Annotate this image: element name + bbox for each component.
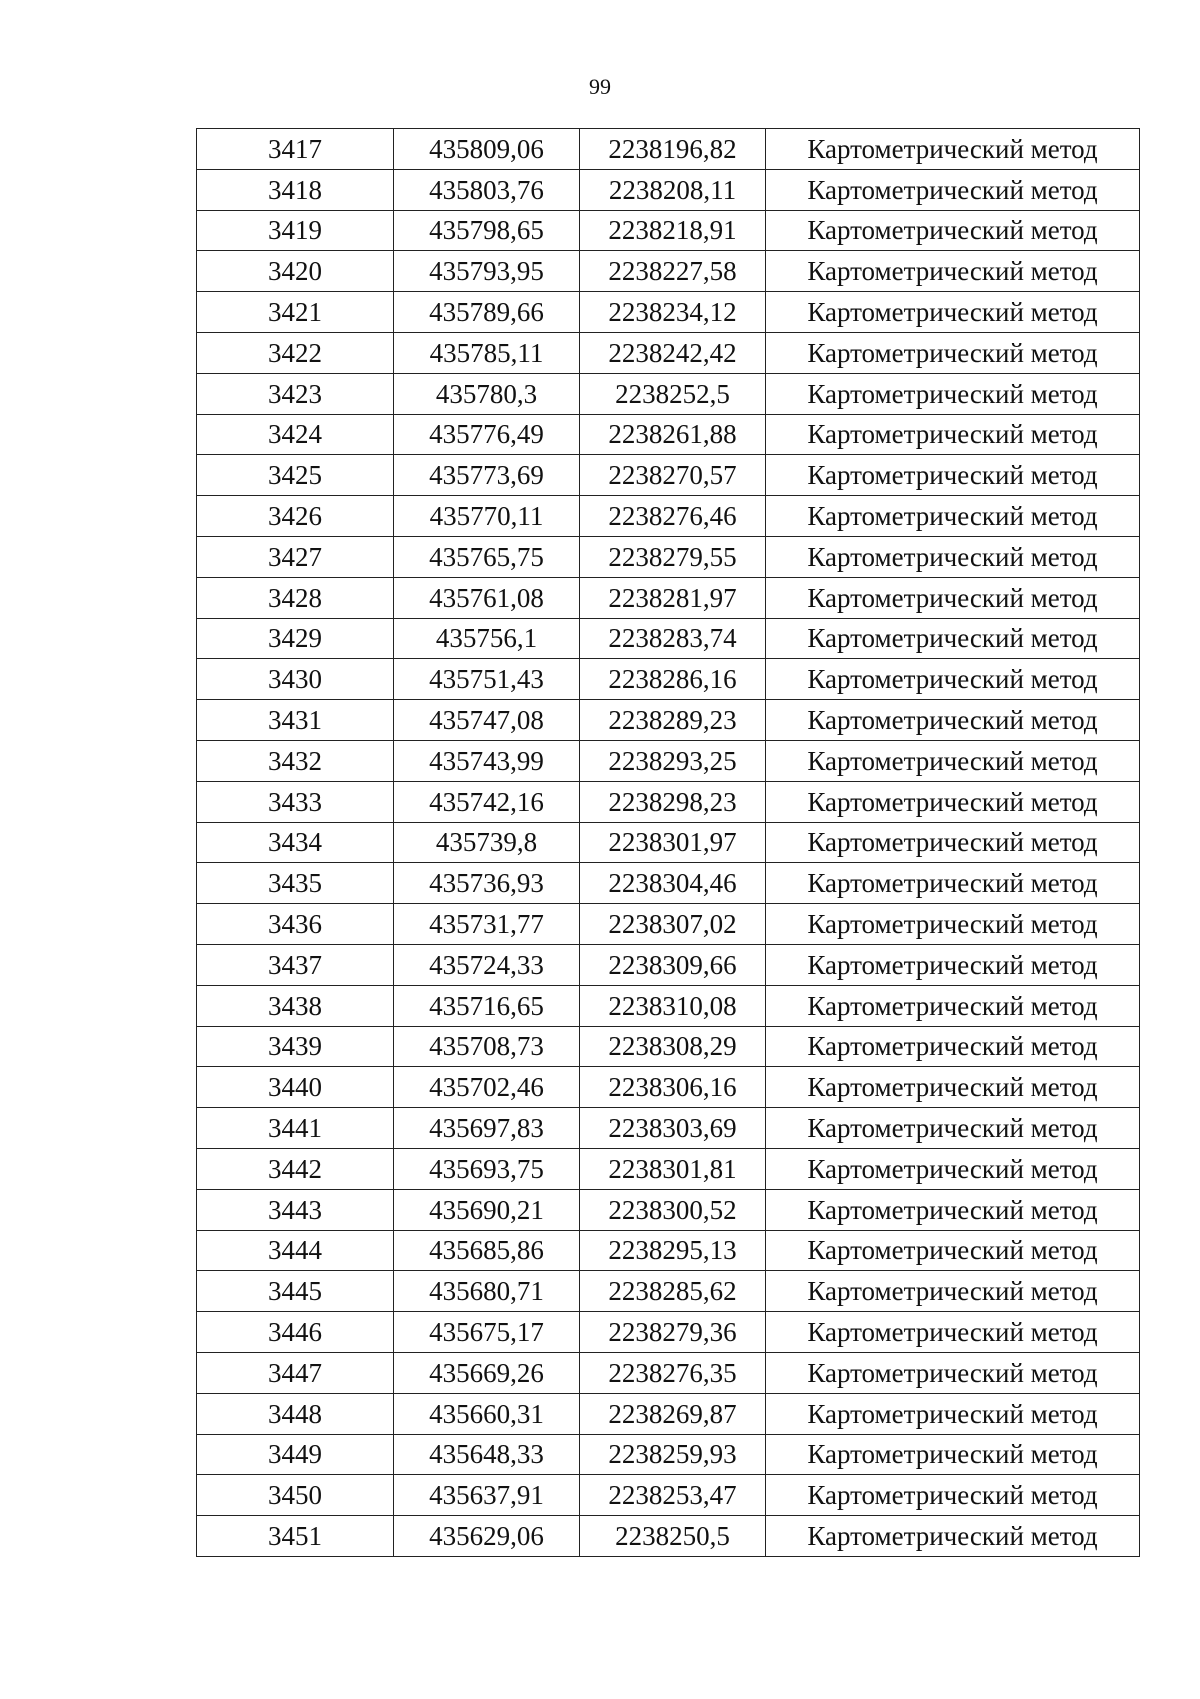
table-row xyxy=(197,1108,1140,1149)
x-coordinate-cell: 435680,71 xyxy=(394,1271,580,1312)
y-coordinate-cell: 2238234,12 xyxy=(580,292,766,333)
method-cell: Картометрический метод xyxy=(766,659,1140,700)
method-cell: Картометрический метод xyxy=(766,1026,1140,1067)
method-cell: Картометрический метод xyxy=(766,618,1140,659)
y-coordinate-cell: 2238259,93 xyxy=(580,1434,766,1475)
y-coordinate-cell: 2238301,97 xyxy=(580,822,766,863)
x-coordinate-cell: 435770,11 xyxy=(394,496,580,537)
x-coordinate-cell: 435765,75 xyxy=(394,536,580,577)
method-cell: Картометрический метод xyxy=(766,169,1140,210)
point-number-cell: 3448 xyxy=(197,1393,394,1434)
y-coordinate-cell: 2238301,81 xyxy=(580,1148,766,1189)
point-number-cell: 3444 xyxy=(197,1230,394,1271)
y-coordinate-cell: 2238304,46 xyxy=(580,863,766,904)
method-cell: Картометрический метод xyxy=(766,904,1140,945)
point-number-cell: 3434 xyxy=(197,822,394,863)
x-coordinate-cell: 435637,91 xyxy=(394,1475,580,1516)
method-cell: Картометрический метод xyxy=(766,1475,1140,1516)
x-coordinate-cell: 435742,16 xyxy=(394,781,580,822)
table-row xyxy=(197,332,1140,373)
x-coordinate-cell: 435690,21 xyxy=(394,1189,580,1230)
x-coordinate-cell: 435776,49 xyxy=(394,414,580,455)
method-cell: Картометрический метод xyxy=(766,292,1140,333)
y-coordinate-cell: 2238306,16 xyxy=(580,1067,766,1108)
coordinates-table xyxy=(196,128,1140,1557)
table-row xyxy=(197,944,1140,985)
y-coordinate-cell: 2238227,58 xyxy=(580,251,766,292)
y-coordinate-cell: 2238261,88 xyxy=(580,414,766,455)
method-cell: Картометрический метод xyxy=(766,700,1140,741)
x-coordinate-cell: 435809,06 xyxy=(394,129,580,170)
point-number-cell: 3450 xyxy=(197,1475,394,1516)
method-cell: Картометрический метод xyxy=(766,1230,1140,1271)
point-number-cell: 3438 xyxy=(197,985,394,1026)
point-number-cell: 3428 xyxy=(197,577,394,618)
y-coordinate-cell: 2238270,57 xyxy=(580,455,766,496)
x-coordinate-cell: 435747,08 xyxy=(394,700,580,741)
table-row xyxy=(197,1148,1140,1189)
y-coordinate-cell: 2238253,47 xyxy=(580,1475,766,1516)
table-row xyxy=(197,129,1140,170)
point-number-cell: 3433 xyxy=(197,781,394,822)
x-coordinate-cell: 435789,66 xyxy=(394,292,580,333)
x-coordinate-cell: 435660,31 xyxy=(394,1393,580,1434)
point-number-cell: 3445 xyxy=(197,1271,394,1312)
x-coordinate-cell: 435675,17 xyxy=(394,1312,580,1353)
point-number-cell: 3441 xyxy=(197,1108,394,1149)
method-cell: Картометрический метод xyxy=(766,822,1140,863)
point-number-cell: 3446 xyxy=(197,1312,394,1353)
table-row xyxy=(197,292,1140,333)
y-coordinate-cell: 2238286,16 xyxy=(580,659,766,700)
method-cell: Картометрический метод xyxy=(766,332,1140,373)
point-number-cell: 3442 xyxy=(197,1148,394,1189)
point-number-cell: 3429 xyxy=(197,618,394,659)
x-coordinate-cell: 435697,83 xyxy=(394,1108,580,1149)
y-coordinate-cell: 2238303,69 xyxy=(580,1108,766,1149)
method-cell: Картометрический метод xyxy=(766,863,1140,904)
table-row xyxy=(197,1271,1140,1312)
table-row xyxy=(197,985,1140,1026)
y-coordinate-cell: 2238208,11 xyxy=(580,169,766,210)
point-number-cell: 3451 xyxy=(197,1516,394,1557)
x-coordinate-cell: 435708,73 xyxy=(394,1026,580,1067)
x-coordinate-cell: 435731,77 xyxy=(394,904,580,945)
y-coordinate-cell: 2238295,13 xyxy=(580,1230,766,1271)
y-coordinate-cell: 2238298,23 xyxy=(580,781,766,822)
table-row xyxy=(197,373,1140,414)
point-number-cell: 3421 xyxy=(197,292,394,333)
x-coordinate-cell: 435798,65 xyxy=(394,210,580,251)
table-row xyxy=(197,1434,1140,1475)
y-coordinate-cell: 2238310,08 xyxy=(580,985,766,1026)
method-cell: Картометрический метод xyxy=(766,1108,1140,1149)
method-cell: Картометрический метод xyxy=(766,1271,1140,1312)
point-number-cell: 3425 xyxy=(197,455,394,496)
table-row xyxy=(197,536,1140,577)
x-coordinate-cell: 435780,3 xyxy=(394,373,580,414)
method-cell: Картометрический метод xyxy=(766,251,1140,292)
method-cell: Картометрический метод xyxy=(766,1434,1140,1475)
table-row xyxy=(197,863,1140,904)
y-coordinate-cell: 2238293,25 xyxy=(580,740,766,781)
point-number-cell: 3439 xyxy=(197,1026,394,1067)
method-cell: Картометрический метод xyxy=(766,1352,1140,1393)
x-coordinate-cell: 435724,33 xyxy=(394,944,580,985)
point-number-cell: 3431 xyxy=(197,700,394,741)
y-coordinate-cell: 2238276,35 xyxy=(580,1352,766,1393)
method-cell: Картометрический метод xyxy=(766,1516,1140,1557)
x-coordinate-cell: 435761,08 xyxy=(394,577,580,618)
x-coordinate-cell: 435743,99 xyxy=(394,740,580,781)
y-coordinate-cell: 2238250,5 xyxy=(580,1516,766,1557)
table-row xyxy=(197,1067,1140,1108)
y-coordinate-cell: 2238289,23 xyxy=(580,700,766,741)
table-row xyxy=(197,1393,1140,1434)
point-number-cell: 3417 xyxy=(197,129,394,170)
table-row xyxy=(197,1352,1140,1393)
point-number-cell: 3449 xyxy=(197,1434,394,1475)
y-coordinate-cell: 2238276,46 xyxy=(580,496,766,537)
table-row xyxy=(197,1230,1140,1271)
x-coordinate-cell: 435736,93 xyxy=(394,863,580,904)
method-cell: Картометрический метод xyxy=(766,1189,1140,1230)
point-number-cell: 3447 xyxy=(197,1352,394,1393)
y-coordinate-cell: 2238279,55 xyxy=(580,536,766,577)
table-row xyxy=(197,618,1140,659)
point-number-cell: 3424 xyxy=(197,414,394,455)
table-row xyxy=(197,455,1140,496)
table-row xyxy=(197,169,1140,210)
y-coordinate-cell: 2238307,02 xyxy=(580,904,766,945)
x-coordinate-cell: 435669,26 xyxy=(394,1352,580,1393)
point-number-cell: 3432 xyxy=(197,740,394,781)
method-cell: Картометрический метод xyxy=(766,944,1140,985)
x-coordinate-cell: 435785,11 xyxy=(394,332,580,373)
x-coordinate-cell: 435751,43 xyxy=(394,659,580,700)
method-cell: Картометрический метод xyxy=(766,210,1140,251)
point-number-cell: 3430 xyxy=(197,659,394,700)
y-coordinate-cell: 2238281,97 xyxy=(580,577,766,618)
x-coordinate-cell: 435716,65 xyxy=(394,985,580,1026)
y-coordinate-cell: 2238269,87 xyxy=(580,1393,766,1434)
point-number-cell: 3435 xyxy=(197,863,394,904)
point-number-cell: 3418 xyxy=(197,169,394,210)
method-cell: Картометрический метод xyxy=(766,1393,1140,1434)
y-coordinate-cell: 2238300,52 xyxy=(580,1189,766,1230)
x-coordinate-cell: 435793,95 xyxy=(394,251,580,292)
y-coordinate-cell: 2238279,36 xyxy=(580,1312,766,1353)
point-number-cell: 3443 xyxy=(197,1189,394,1230)
x-coordinate-cell: 435685,86 xyxy=(394,1230,580,1271)
x-coordinate-cell: 435803,76 xyxy=(394,169,580,210)
y-coordinate-cell: 2238309,66 xyxy=(580,944,766,985)
method-cell: Картометрический метод xyxy=(766,496,1140,537)
table-row xyxy=(197,822,1140,863)
table-row xyxy=(197,781,1140,822)
method-cell: Картометрический метод xyxy=(766,373,1140,414)
table-row xyxy=(197,1516,1140,1557)
table-row xyxy=(197,1189,1140,1230)
method-cell: Картометрический метод xyxy=(766,1148,1140,1189)
x-coordinate-cell: 435756,1 xyxy=(394,618,580,659)
point-number-cell: 3423 xyxy=(197,373,394,414)
method-cell: Картометрический метод xyxy=(766,129,1140,170)
table-row xyxy=(197,414,1140,455)
method-cell: Картометрический метод xyxy=(766,536,1140,577)
table-row xyxy=(197,577,1140,618)
method-cell: Картометрический метод xyxy=(766,740,1140,781)
table-row xyxy=(197,659,1140,700)
table-row xyxy=(197,1312,1140,1353)
x-coordinate-cell: 435702,46 xyxy=(394,1067,580,1108)
y-coordinate-cell: 2238308,29 xyxy=(580,1026,766,1067)
point-number-cell: 3436 xyxy=(197,904,394,945)
y-coordinate-cell: 2238283,74 xyxy=(580,618,766,659)
table-row xyxy=(197,210,1140,251)
page-number: 99 xyxy=(589,74,611,99)
y-coordinate-cell: 2238252,5 xyxy=(580,373,766,414)
method-cell: Картометрический метод xyxy=(766,1067,1140,1108)
table-row xyxy=(197,251,1140,292)
x-coordinate-cell: 435693,75 xyxy=(394,1148,580,1189)
point-number-cell: 3419 xyxy=(197,210,394,251)
table-row xyxy=(197,740,1140,781)
method-cell: Картометрический метод xyxy=(766,455,1140,496)
x-coordinate-cell: 435739,8 xyxy=(394,822,580,863)
point-number-cell: 3440 xyxy=(197,1067,394,1108)
method-cell: Картометрический метод xyxy=(766,414,1140,455)
table-row xyxy=(197,1475,1140,1516)
table-row xyxy=(197,496,1140,537)
x-coordinate-cell: 435648,33 xyxy=(394,1434,580,1475)
point-number-cell: 3427 xyxy=(197,536,394,577)
y-coordinate-cell: 2238196,82 xyxy=(580,129,766,170)
point-number-cell: 3420 xyxy=(197,251,394,292)
method-cell: Картометрический метод xyxy=(766,1312,1140,1353)
y-coordinate-cell: 2238285,62 xyxy=(580,1271,766,1312)
y-coordinate-cell: 2238218,91 xyxy=(580,210,766,251)
point-number-cell: 3426 xyxy=(197,496,394,537)
coordinates-table-body xyxy=(197,129,1140,1557)
point-number-cell: 3422 xyxy=(197,332,394,373)
table-row xyxy=(197,1026,1140,1067)
y-coordinate-cell: 2238242,42 xyxy=(580,332,766,373)
table-row xyxy=(197,700,1140,741)
table-row xyxy=(197,904,1140,945)
method-cell: Картометрический метод xyxy=(766,781,1140,822)
method-cell: Картометрический метод xyxy=(766,577,1140,618)
method-cell: Картометрический метод xyxy=(766,985,1140,1026)
point-number-cell: 3437 xyxy=(197,944,394,985)
x-coordinate-cell: 435773,69 xyxy=(394,455,580,496)
x-coordinate-cell: 435629,06 xyxy=(394,1516,580,1557)
